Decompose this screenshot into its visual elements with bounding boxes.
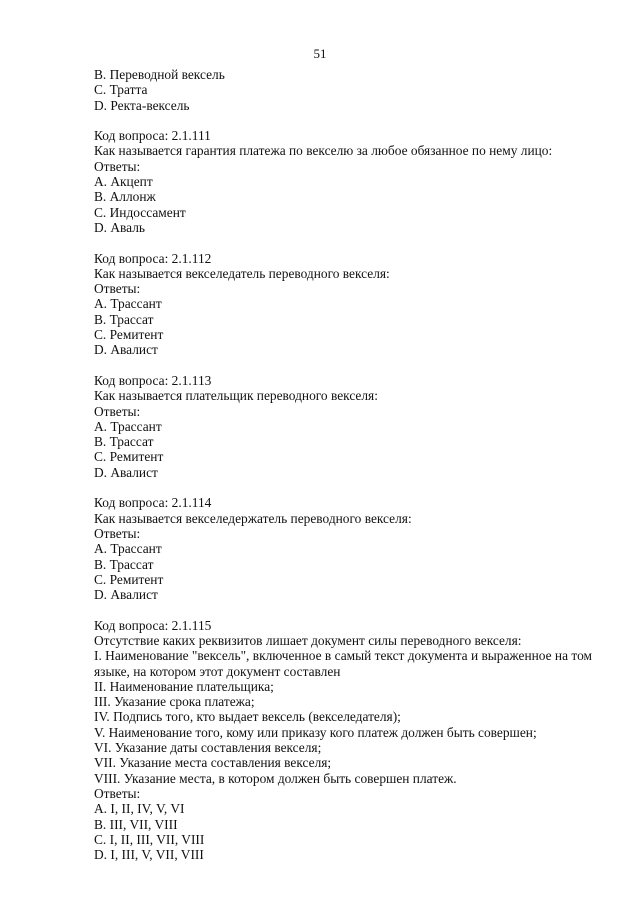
- question-block: [94, 618, 624, 863]
- answer-option: B. Трассат: [94, 556, 154, 572]
- answer-option: D. Авалист: [94, 342, 158, 358]
- answer-option: C. Ремитент: [94, 449, 164, 465]
- carryover-answers: [94, 67, 624, 113]
- answer-option: B. III, VII, VIII: [94, 816, 178, 832]
- question-text: Как называется плательщик переводного векселя:: [94, 388, 378, 404]
- answer-option: C. I, II, III, VII, VIII: [94, 831, 205, 847]
- answers-label: Ответы:: [94, 281, 141, 297]
- answers-label: Ответы:: [94, 403, 141, 419]
- question-code: Код вопроса: 2.1.113: [94, 372, 212, 388]
- answer-option: A. Трассант: [94, 541, 162, 557]
- requisite-item: I. Наименование "вексель", включенное в самый текст документа и выраженное на том языке, на котором этот документ составлен: [94, 648, 592, 679]
- answer-option: B. Трассат: [94, 434, 154, 450]
- answer-option: B. Трассат: [94, 311, 154, 327]
- question-code: Код вопроса: 2.1.115: [94, 617, 212, 633]
- question-block: [94, 495, 624, 602]
- answer-option: B. Переводной вексель: [94, 67, 225, 82]
- answer-option: A. Трассант: [94, 418, 162, 434]
- answer-option: D. Ректа-вексель: [94, 97, 190, 113]
- requisite-item: V. Наименование того, кому или приказу кого платеж должен быть совершен;: [94, 724, 537, 740]
- answer-option: A. Трассант: [94, 296, 162, 312]
- answer-option: D. Авалист: [94, 587, 158, 603]
- answers-label: Ответы:: [94, 785, 141, 801]
- answers-label: Ответы:: [94, 525, 141, 541]
- requisite-item: VIII. Указание места, в котором должен быть совершен платеж.: [94, 770, 457, 786]
- question-block: [94, 373, 624, 480]
- answers-label: Ответы:: [94, 158, 141, 174]
- page-content: [94, 67, 624, 878]
- question-code: Код вопроса: 2.1.111: [94, 128, 211, 144]
- requisite-item: VII. Указание места составления векселя;: [94, 755, 332, 771]
- answer-option: A. Акцепт: [94, 174, 153, 190]
- question-block: [94, 251, 624, 358]
- question-code: Код вопроса: 2.1.112: [94, 250, 212, 266]
- question-code: Код вопроса: 2.1.114: [94, 495, 212, 511]
- requisite-item: II. Наименование плательщика;: [94, 678, 274, 694]
- answer-option: C. Ремитент: [94, 327, 164, 343]
- answer-option: A. I, II, IV, V, VI: [94, 801, 185, 817]
- page-number: 51: [313, 46, 327, 61]
- answer-option: B. Аллонж: [94, 189, 156, 205]
- answer-option: D. Аваль: [94, 219, 146, 235]
- question-text: Как называется векселедержатель переводного векселя:: [94, 510, 412, 526]
- question-block: [94, 128, 624, 235]
- question-text: Отсутствие каких реквизитов лишает документ силы переводного векселя:: [94, 632, 522, 648]
- requisite-item: VI. Указание даты составления векселя;: [94, 740, 322, 756]
- answer-option: C. Тратта: [94, 82, 148, 98]
- question-text: Как называется векселедатель переводного векселя:: [94, 265, 390, 281]
- answer-option: C. Ремитент: [94, 571, 164, 587]
- question-text: Как называется гарантия платежа по векселю за любое обязанное по нему лицо:: [94, 143, 553, 159]
- answer-option: D. Авалист: [94, 464, 158, 480]
- requisite-item: III. Указание срока платежа;: [94, 694, 255, 710]
- requisite-item: IV. Подпись того, кто выдает вексель (векселедателя);: [94, 709, 401, 725]
- answer-option: D. I, III, V, VII, VIII: [94, 847, 204, 863]
- answer-option: C. Индоссамент: [94, 204, 186, 220]
